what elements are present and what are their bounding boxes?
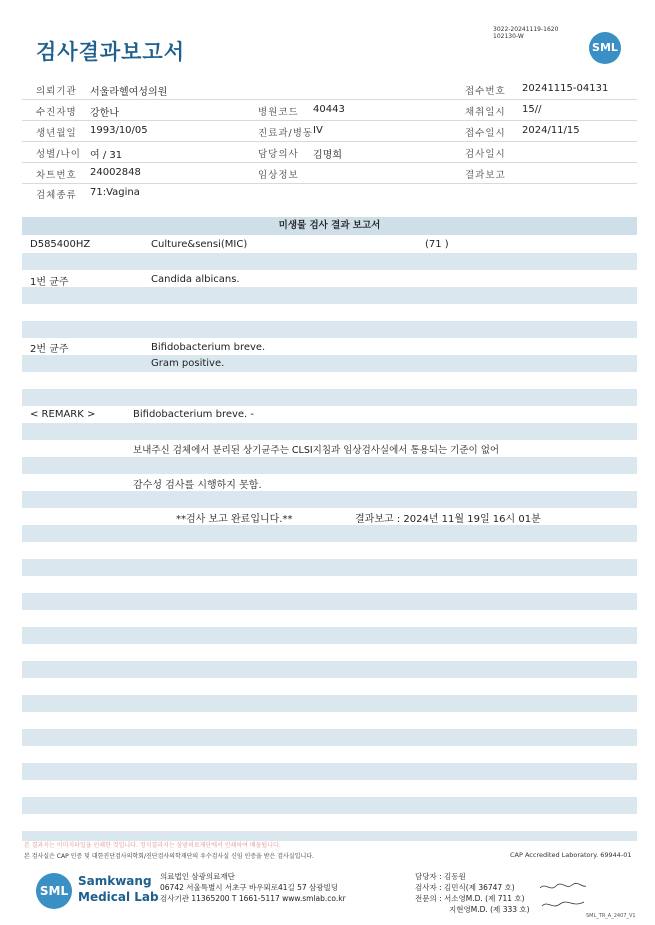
label-hospital-code: 병원코드 — [258, 107, 299, 118]
row-band — [22, 763, 637, 780]
label-receipt-number: 접수번호 — [465, 86, 506, 97]
row-band — [22, 287, 637, 304]
strain1-name: Candida albicans. — [151, 274, 240, 285]
row-band — [22, 491, 637, 508]
address: 06742 서울특별시 서초구 바우뫼로41길 57 삼광빌딩 — [160, 883, 339, 892]
brand-name: Medical Lab — [78, 890, 159, 904]
value-requesting-clinic: 서울라헬여성의원 — [90, 87, 168, 98]
row-band — [22, 797, 637, 814]
sml-logo: SML — [589, 32, 621, 64]
test-name: Culture&sensi(MIC) — [151, 239, 248, 250]
strain2-label: 2번 균주 — [30, 344, 69, 355]
info-row — [22, 100, 637, 121]
organization: 의료법인 삼광의료재단 — [160, 872, 235, 881]
row-band — [22, 321, 637, 338]
row-band — [22, 389, 637, 406]
label-doctor: 담당의사 — [258, 149, 299, 160]
test-code: D585400HZ — [30, 239, 91, 250]
label-department: 진료과/병동 — [258, 128, 314, 139]
strain2-name: Bifidobacterium breve. — [151, 342, 266, 353]
value-department: IV — [313, 125, 323, 136]
label-patient-name: 수진자명 — [36, 107, 77, 118]
row-band — [22, 423, 637, 440]
remark-line: 감수성 검사를 시행하지 못함. — [133, 480, 262, 491]
value-hospital-code: 40443 — [313, 104, 345, 115]
value-chart-number: 24002848 — [90, 167, 141, 178]
row-band — [22, 695, 637, 712]
label-receipt-date: 접수일시 — [465, 128, 506, 139]
label-specimen-type: 검체종류 — [36, 190, 77, 201]
label-birth-date: 생년월일 — [36, 128, 77, 139]
label-result-report: 결과보고 — [465, 170, 506, 181]
test-number: (71 ) — [425, 239, 449, 250]
sml-footer-logo: SML — [36, 873, 72, 909]
remark-line: Bifidobacterium breve. - — [133, 409, 255, 420]
form-code: SML_TR_A_2407_V1 — [586, 913, 636, 919]
label-test-date: 검사일시 — [465, 149, 506, 160]
staff-tester: 검사자 : 김민식(제 36747 호) — [415, 883, 515, 892]
info-row — [22, 163, 637, 184]
value-doctor: 김명희 — [313, 150, 342, 161]
row-band — [22, 559, 637, 576]
report-complete: **검사 보고 완료입니다.** — [176, 514, 293, 525]
value-sex-age: 여 / 31 — [90, 150, 123, 161]
section-title: 미생물 검사 결과 보고서 — [22, 217, 637, 235]
info-row — [22, 183, 637, 203]
remark-label: < REMARK > — [30, 409, 96, 420]
row-band — [22, 593, 637, 610]
info-row — [22, 121, 637, 142]
label-clinical-info: 임상정보 — [258, 170, 299, 181]
value-specimen-type: 71:Vagina — [90, 187, 140, 198]
signature-image — [538, 878, 588, 914]
label-requesting-clinic: 의뢰기관 — [36, 86, 77, 97]
row-band — [22, 525, 637, 542]
staff-in-charge: 담당자 : 김동원 — [415, 872, 466, 881]
info-row — [22, 142, 637, 163]
cap-accreditation: CAP Accredited Laboratory. 69944-01 — [510, 851, 632, 859]
row-band — [22, 457, 637, 474]
strain2-gram: Gram positive. — [151, 358, 225, 369]
document-code: 3022-20241119-1620 — [493, 26, 559, 33]
value-receipt-number: 20241115-04131 — [522, 83, 609, 94]
document-subcode: 102130-W — [493, 33, 524, 40]
remark-line: 보내주신 검체에서 분리된 상기균주는 CLSI지침과 임상검사실에서 통용되는 기준이 없어 — [133, 445, 500, 456]
row-band — [22, 253, 637, 270]
report-time: 결과보고 : 2024년 11월 19일 16시 01분 — [355, 514, 541, 525]
row-band — [22, 729, 637, 746]
value-birth-date: 1993/10/05 — [90, 125, 148, 136]
staff-specialist: 전문의 : 서소영M.D. (제 711 호) — [415, 894, 525, 903]
print-notice: 본 결과지는 이미지파일을 인쇄한 것입니다. 정식결과지는 삼광의료재단에서 인쇄하여 배돌됩니다. — [24, 842, 281, 849]
value-receipt-date: 2024/11/15 — [522, 125, 580, 136]
info-row — [22, 79, 637, 100]
contact: 검사기관 11365200 T 1661-5117 www.smlab.co.kr — [160, 894, 346, 903]
certification-notice: 본 검사실은 CAP 인증 및 대한진단검사의학회/진단검사의학재단의 우수검사실 신임 인증을 받은 검사실입니다. — [24, 853, 314, 860]
label-sex-age: 성별/나이 — [36, 149, 81, 160]
staff-specialist: 지현영M.D. (제 333 호) — [449, 905, 530, 914]
value-collection-date: 15// — [522, 104, 542, 115]
row-band — [22, 627, 637, 644]
label-chart-number: 차트번호 — [36, 170, 77, 181]
strain1-label: 1번 균주 — [30, 277, 69, 288]
report-title: 검사결과보고서 — [36, 40, 186, 64]
brand-name: Samkwang — [78, 874, 152, 888]
row-band — [22, 355, 637, 372]
row-band — [22, 661, 637, 678]
value-patient-name: 강한나 — [90, 108, 119, 119]
label-collection-date: 채취일시 — [465, 107, 506, 118]
